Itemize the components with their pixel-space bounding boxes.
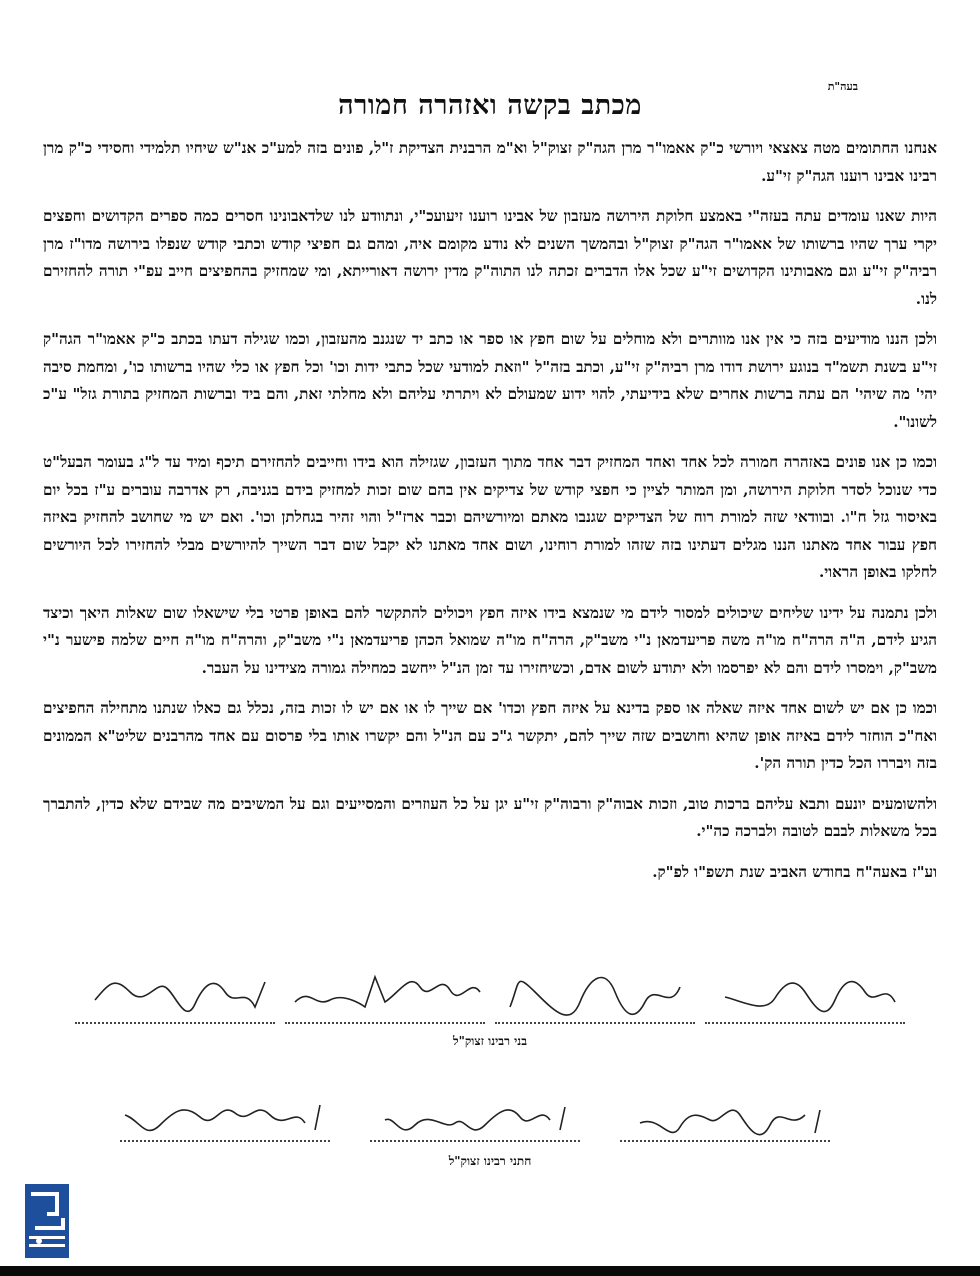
logo-icon [25, 1184, 69, 1258]
signature-scribble [620, 1095, 830, 1140]
signature [705, 962, 905, 1024]
signature [285, 962, 485, 1024]
signature-row-sons [75, 962, 905, 1024]
signature [75, 962, 275, 1024]
paragraph: ולכן הננו מודיעים בזה כי אין אנו מוותרים ולא מוחלים על שום חפץ או ספר או כתב יד שנגנב מהעזבון, וכמו שגילה דעתו בכתב כ"ק אאמו"ר הגה"ק זי"ע בשנת תשמ"ד בנוגע ירושת דודו מרן רביה"ק זי"ע, וכתב בזה"ל "וזאת למודעי שכל כתבי ידות וכו' וכל חפץ או כלי שהיו ברשותו כו', ומחמת סיבה יהי' מה שיהי' הם עתה ברשות אחרים שלא בידיעתי, להוי ידוע שמעולם לא ויתרתי עליהם ולא מחלתי זאת, והם ביד וברשות המחזיק בתורת גזל" ע"כ לשונו". [43, 330, 937, 431]
signature-row-sons-in-law [120, 1095, 830, 1142]
signature-scribble [495, 962, 695, 1022]
paragraph: אנחנו החתומים מטה צאצאי ויורשי כ"ק אאמו"ר מרן הגה"ק זצוק"ל וא"מ הרבנית הצדיקת ז"ל, פונים בזה למע"כ אנ"ש שיחיו תלמידי וחסידי כ"ק מרן רבינו אבינו רוענו הגה"ק זי"ע. [43, 139, 937, 185]
signature [120, 1095, 330, 1142]
signature-caption-sons-in-law: חתני רבינו זצוק"ל [448, 1154, 532, 1168]
signature [495, 962, 695, 1024]
signature-scribble [120, 1095, 330, 1140]
paragraph: וכמו כן אם יש לשום אחד איזה שאלה או ספק בדינא על איזה חפץ וכדו' אם שייך לו או אם יש לו זכות בזה, נכלל גם כאלו שנתנו מתחילה החפיצים ואח"כ הוחזר לידם באיזה אופן שהיא וחושבים שזה שייך להם, יתקשר ג"כ עם הנ"ל והם יקשרו אותו בלי פרסום עם אחד מהרבנים שליט"א הממונים בזה ויבררו הכל כדין תורה הק'. [43, 699, 937, 772]
paragraph: היות שאנו עומדים עתה בעזה"י באמצע חלוקת הירושה מעזבון של אבינו רוענו זיעועכ"י, ונתוודע לנו שלדאבונינו חסרים כמה ספרים הקדושים וחפצים יקרי ערך שהיו ברשותו של אאמו"ר הגה"ק זצוק"ל ובהמשך השנים לא נודע מקומם איה, ומהם גם חפיצי קודש וכתבי קודש שנפלו בירושה מדו"ז מרן רביה"ק זי"ע וגם מאבותינו הקדושים זי"ע שכל אלו הדברים זכתה לנו התוה"ק מדין ירושה דאורייתא, ומי שמחזיק בהחפיצים חייב עפ"י תורה להחזירם לנו. [43, 207, 937, 308]
signature [370, 1095, 580, 1142]
signature-scribble [285, 962, 485, 1022]
signature-scribble [705, 962, 905, 1022]
signature-scribble [370, 1095, 580, 1140]
signature [620, 1095, 830, 1142]
paragraph: וכמו כן אנו פונים באזהרה חמורה לכל אחד ואחד המחזיק דבר אחד מתוך העזבון, שגזילה הוא בידו וחייבים להחזירם תיכף ומיד עד ל"ג בעומר הבעל"ט כדי שנוכל לסדר חלוקת הירושה, ומן המותר לציין כי חפצי קודש של צדיקים אין בהם שום זכות למחזיק בידם בגניבה, רק אדרבה עוברים ע"ז בכל יום באיסור גזל ח"ו. ובוודאי שזה למורת רוח של הצדיקים שגנבו מאתם ומיורשיהם וכבר ארז"ל והוי זהיר בגחלתן וכו'. ואם יש מי שחושב להחזיק באיזה חפץ עבור אחד מאתנו הננו מגלים דעתינו בזה שזהו למורת רוחינו, ושום אחד מאתנו לא יקבל שום דבר השייך להיורשים מבלי להחזירו לכל היורשים לחלקו באופן הראוי. [43, 453, 937, 581]
logo-mark [25, 1184, 69, 1258]
letter-body [43, 135, 937, 886]
paragraph: וע"ז באעה"ח בחודש האביב שנת תשפ"ו לפ"ק. [652, 862, 937, 881]
signature-caption-sons: בני רבינו זצוק"ל [453, 1034, 527, 1048]
signature-scribble [75, 962, 275, 1022]
bottom-bar [0, 1266, 980, 1276]
paragraph: ולכן נתמנה על ידינו שליחים שיכולים למסור לידם מי שנמצא בידו איזה חפץ ויכולים להתקשר להם באופן פרטי בלי שישאלו שום שאלות היאך וכיצד הגיע לידם, ה"ה הרה"ח מו"ה משה פריעדמאן נ"י משב"ק, הרה"ח מו"ה שמואל הכהן פריעדמאן נ"י משב"ק, והרה"ח מו"ה חיים שלמה פישער נ"י משב"ק, וימסרו לידם והם לא יפרסמו ולא יתודע לשום אדם, וכשיחזירו עד זמן הנ"ל ייחשב כמחילה גמורה מצידינו על העבר. [43, 603, 937, 677]
corner-note: בעה"ת [827, 80, 858, 93]
paragraph: ולהשומעים יונעם ותבא עליהם ברכות טוב, וזכות אבוה"ק ורבוה"ק זי"ע יגן על כל העוזרים והמסייעים וגם על המשיבים מה שבידם שלא כדין, להתברך בכל משאלות לבבם לטובה ולברכה כה"י. [43, 794, 937, 840]
page-title: מכתב בקשה ואזהרה חמורה [338, 90, 642, 121]
